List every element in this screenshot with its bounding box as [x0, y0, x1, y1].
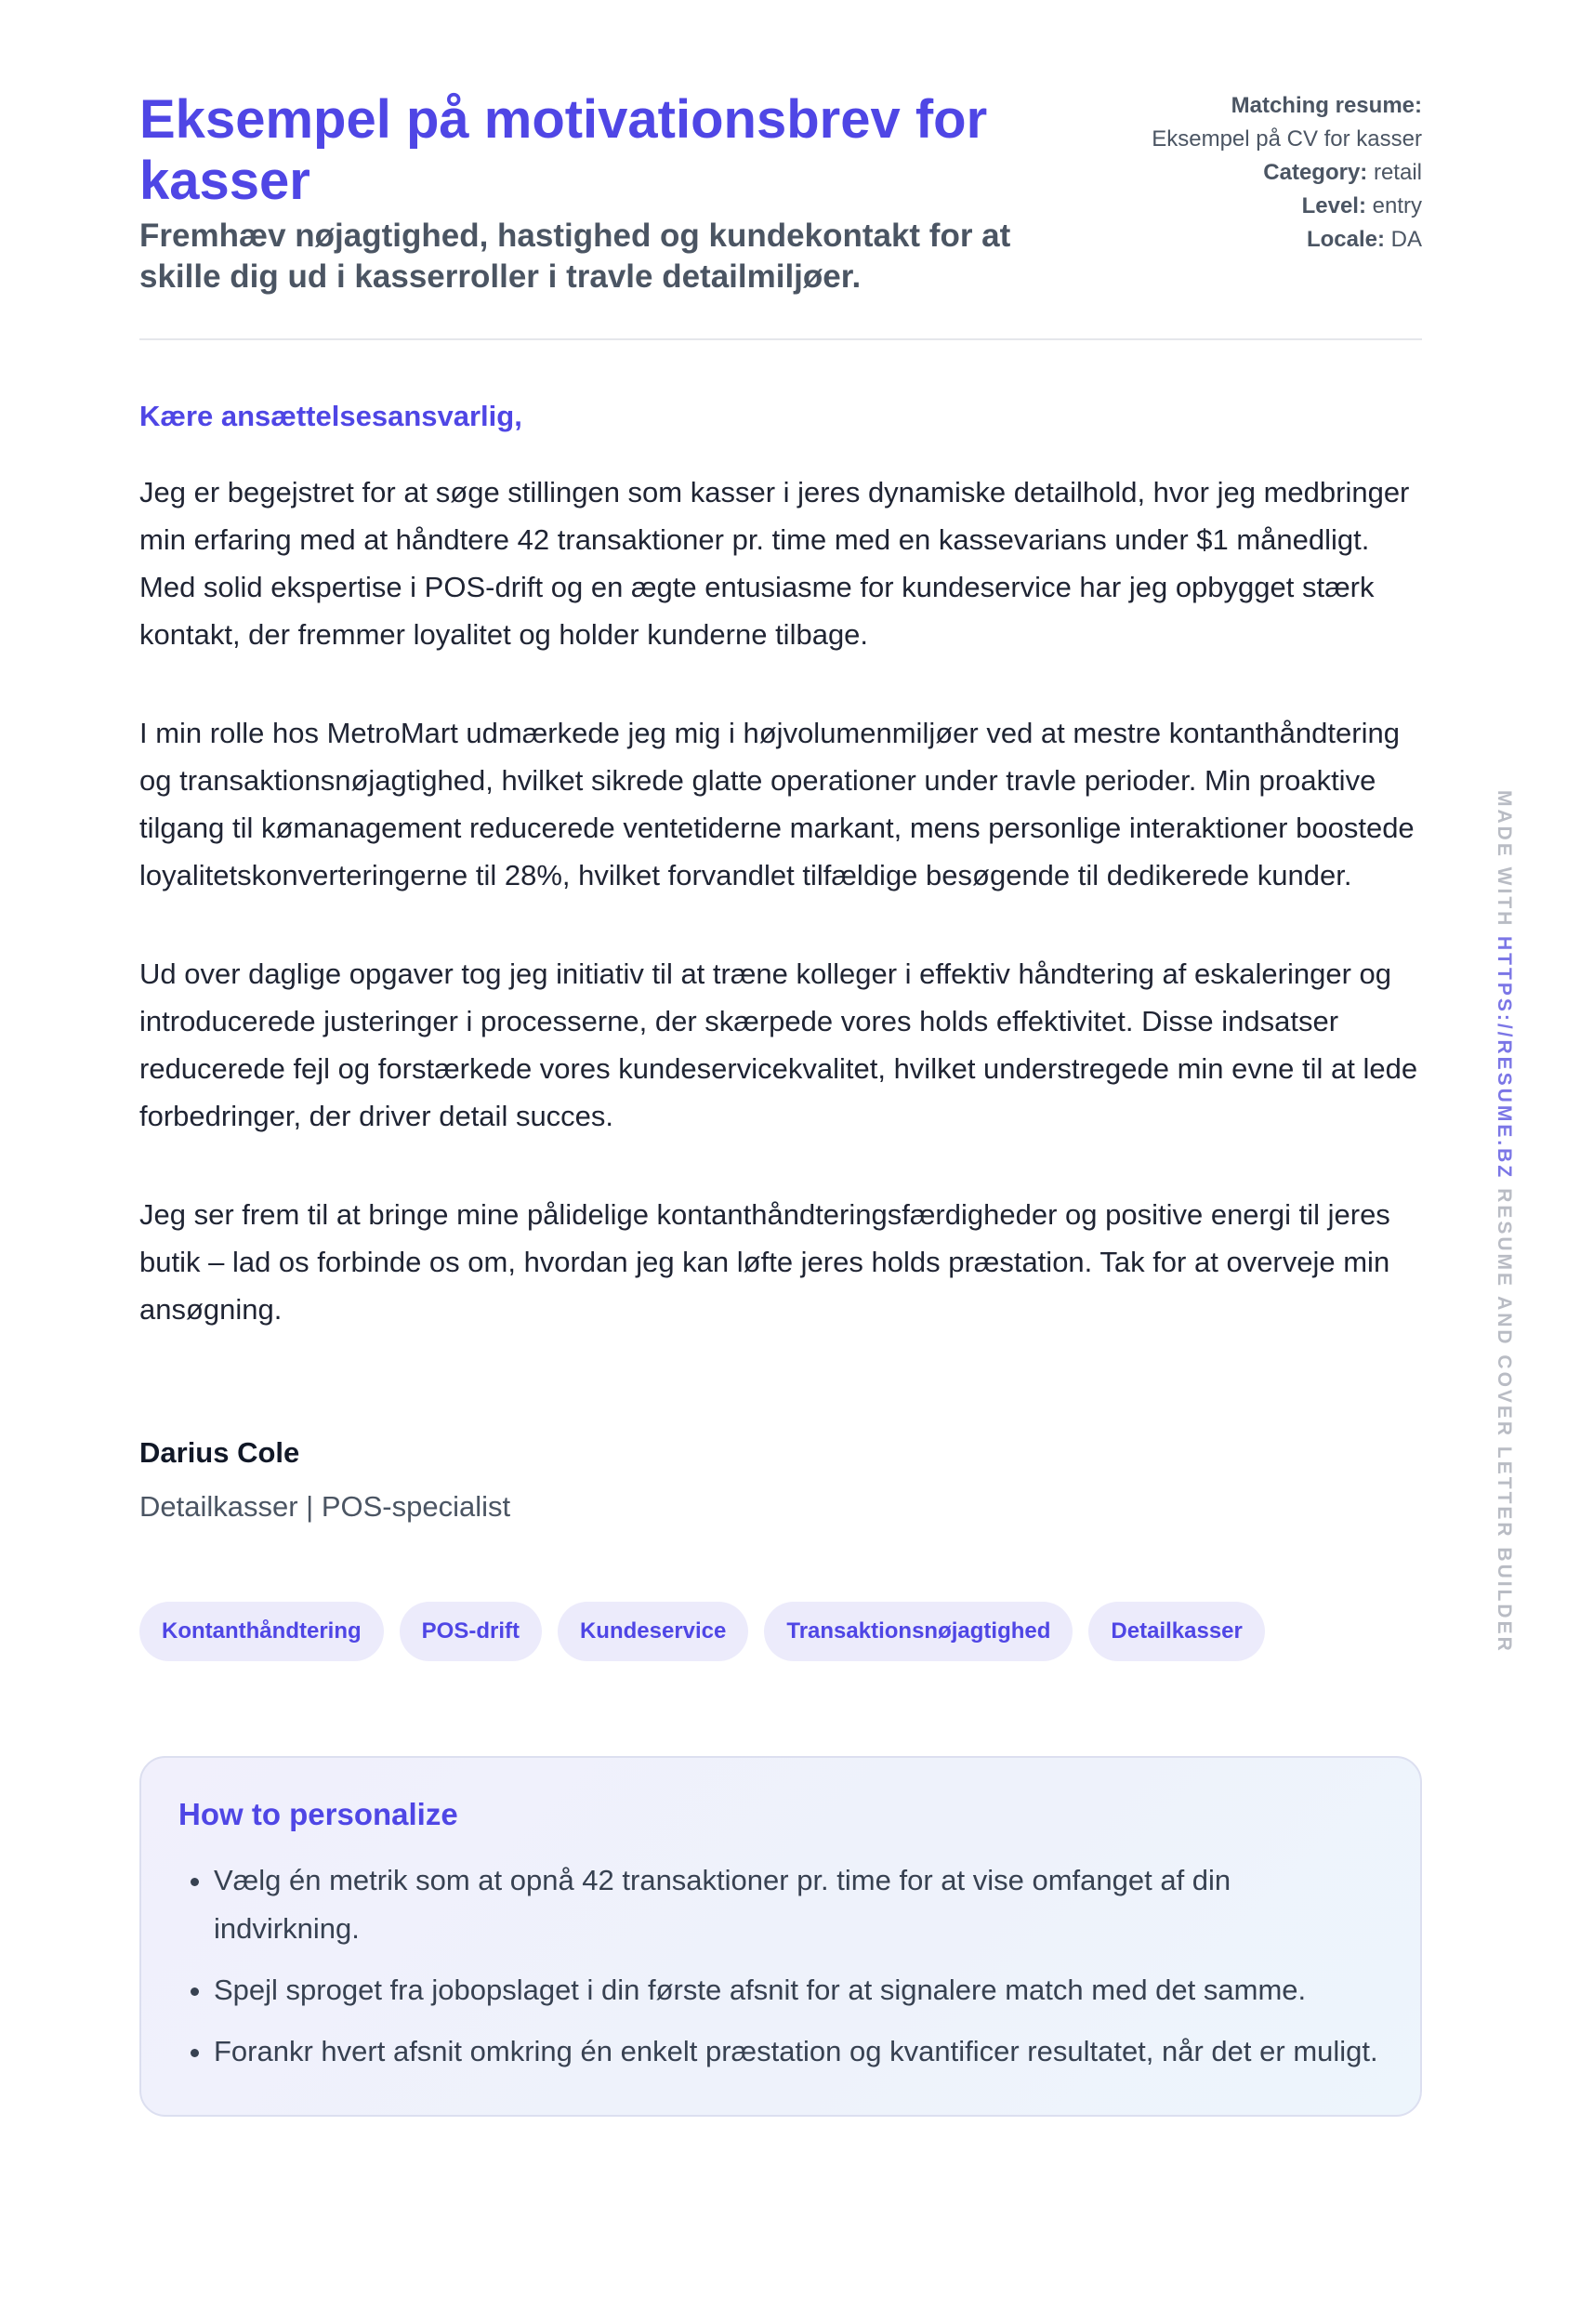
locale-value: DA	[1390, 227, 1422, 252]
page-subtitle: Fremhæv nøjagtighed, hastighed og kundekontakt for at skille dig ud i kasserroller i travle detailmiljøer.	[139, 218, 1011, 295]
letter-paragraph: Jeg ser frem til at bringe mine pålidelige kontanthåndteringsfærdigheder og positive energi til jeres butik – lad os forbinde os om, hvordan jeg kan løfte jeres holds præstation. Tak for at overveje min ansøgning.	[139, 1198, 1390, 1326]
skill-tag: Transaktionsnøjagtighed	[764, 1602, 1073, 1661]
category-value: retail	[1373, 160, 1422, 185]
page-title: Eksempel på motivationsbrev for kasser	[139, 89, 988, 211]
letter-paragraph: I min rolle hos MetroMart udmærkede jeg mig i højvolumenmiljøer ved at mestre kontanthåndtering og transaktionsnøjagtighed, hvilket sikrede glatte operationer under travle perioder. Min proaktive tilgang til kømanagement reducerede ventetiderne markant, mens personlige interaktioner boostede loyalitetskonverteringerne til 28%, hvilket forvandlet tilfældige besøgende til dedikerede kunder.	[139, 717, 1415, 891]
side-credit	[1493, 790, 1515, 1654]
skill-tag: POS-drift	[400, 1602, 542, 1661]
tip-item: • Vælg én metrik som at opnå 42 transaktioner pr. time for at vise omfanget af din indvirkning.	[214, 1856, 1383, 1953]
signature-title: Detailkasser | POS-specialist	[139, 1490, 511, 1523]
category-label: Category:	[1263, 160, 1368, 185]
matching-resume-label: Matching resume:	[1231, 93, 1422, 118]
tips-title: How to personalize	[178, 1797, 458, 1831]
skill-tags	[139, 1602, 1422, 1661]
letter-paragraph: Ud over daglige opgaver tog jeg initiativ til at træne kolleger i effektiv håndtering af eskaleringer og introducerede justeringer i processerne, der skærpede vores holds effektivitet. Disse indsatser reducerede fejl og forstærkede vores kundeservicekvalitet, hvilket understregede min evne til at lede forbedringer, der driver detail succes.	[139, 957, 1418, 1132]
letter-greeting: Kære ansættelsesansvarlig,	[139, 400, 522, 432]
skill-tag: Detailkasser	[1088, 1602, 1264, 1661]
header-titles	[139, 89, 1069, 297]
personalize-tips-box	[139, 1756, 1422, 2117]
level-label: Level:	[1301, 193, 1366, 218]
tip-item: • Spejl sproget fra jobopslaget i din første afsnit for at signalere match med det samme.	[214, 1966, 1383, 2014]
cover-letter-page	[139, 89, 1422, 2117]
matching-resume-link[interactable]: Eksempel på CV for kasser	[1152, 126, 1422, 152]
tips-list	[178, 1856, 1383, 2076]
skill-tag: Kontanthåndtering	[139, 1602, 384, 1661]
credit-suffix: RESUME AND COVER LETTER BUILDER	[1494, 1188, 1515, 1654]
signature-name: Darius Cole	[139, 1436, 300, 1469]
tip-item: • Forankr hvert afsnit omkring én enkelt præstation og kvantificer resultatet, når det er muligt.	[214, 2027, 1383, 2076]
page-header	[139, 89, 1422, 340]
level-value: entry	[1372, 193, 1422, 218]
locale-label: Locale:	[1306, 227, 1385, 252]
letter-paragraph: Jeg er begejstret for at søge stillingen som kasser i jeres dynamiske detailhold, hvor jeg medbringer min erfaring med at håndtere 42 transaktioner pr. time med en kassevarians under $1 månedligt. Med solid ekspertise i POS-drift og en ægte entusiasme for kundeservice har jeg opbygget stærk kontakt, der fremmer loyalitet og holder kunderne tilbage.	[139, 476, 1410, 651]
resume-meta	[1152, 89, 1422, 257]
skill-tag: Kundeservice	[558, 1602, 748, 1661]
credit-prefix: MADE WITH	[1494, 790, 1515, 929]
credit-link[interactable]: HTTPS://RESUME.BZ	[1494, 936, 1515, 1181]
